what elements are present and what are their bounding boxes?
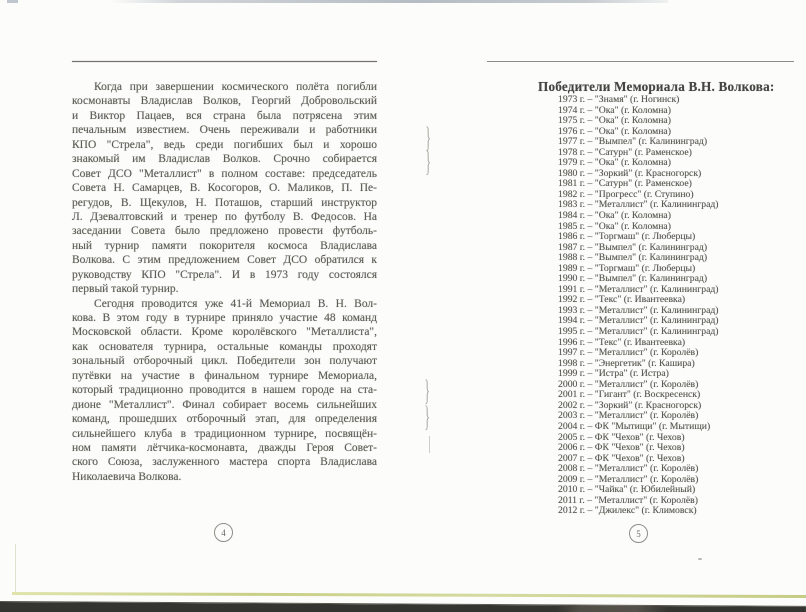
winner-entry: 1978 г. – "Сатурн" (г. Раменское)	[558, 146, 692, 158]
gutter-hairline	[429, 436, 430, 453]
text-line: путёвки на участие в финальном турнире Мемориала,	[72, 369, 377, 382]
scan-speck-top-left	[7, 0, 18, 3]
winner-entry: 1980 г. – "Зоркий" (г. Красногорск)	[558, 167, 702, 179]
winner-entry: 2012 г. – "Джилекс" (г. Климовск)	[558, 505, 697, 517]
text-line: ского Союза, заслуженного мастера спорта Владислава	[72, 456, 377, 469]
text-line: Московской области. Кроме королёвского "Металлиста",	[72, 326, 377, 339]
text-line: знакомый им Владислав Волков. Срочно собирается	[72, 153, 377, 166]
header-rule-left	[72, 61, 377, 62]
winner-entry: 1984 г. – "Ока" (г. Коломна)	[558, 210, 671, 222]
text-line: печальным известием. Очень переживали и работники	[72, 124, 377, 137]
winner-entry: 2002 г. – "Зоркий" (г. Красногорск)	[558, 399, 702, 411]
winner-entry: 1979 г. – "Ока" (г. Коломна)	[558, 157, 671, 169]
winner-entry: 1976 г. – "Ока" (г. Коломна)	[558, 125, 671, 137]
text-line: заседании Совета было предложено провести футболь-	[72, 225, 377, 238]
text-line: руководству КПО "Стрела". И в 1973 году состоялся	[72, 268, 377, 281]
page-number-badge-right	[629, 524, 648, 543]
winner-entry: 1999 г. – "Истра" (г. Истра)	[558, 368, 669, 380]
winner-entry: 1977 г. – "Вымпел" (г. Калининград)	[558, 136, 708, 148]
winner-entry: 1975 г. – "Ока" (г. Коломна)	[558, 115, 671, 127]
winners-title: Победители Мемориала В.Н. Волкова:	[538, 79, 775, 94]
winner-entry: 1998 г. – "Энергетик" (г. Кашира)	[558, 357, 695, 369]
text-line: зональный отборочный цикл. Победители зон получают	[72, 355, 377, 368]
text-line: Сегодня проводится уже 41-й Мемориал В. Н. Вол-	[94, 297, 377, 310]
winner-entry: 1988 г. – "Вымпел" (г. Калининград)	[558, 252, 708, 264]
scan-edge-line-green	[12, 592, 806, 598]
gutter-crease-mark: }	[425, 121, 432, 154]
text-line: который традиционно проводится в нашем городе на ста-	[72, 384, 377, 397]
scan-speck-dot	[698, 558, 702, 560]
winner-entry: 1986 г. – "Торгмаш" (г. Люберцы)	[558, 231, 696, 243]
winner-entry: 1974 г. – "Ока" (г. Коломна)	[558, 104, 671, 116]
winner-entry: 1981 г. – "Сатурн" (г. Раменское)	[558, 178, 692, 190]
left-page-body-text	[72, 80, 377, 484]
winner-entry: 2004 г. – ФК "Мытищи" (г. Мытищи)	[558, 420, 711, 432]
winner-entry: 1991 г. – "Металлист" (г. Калининград)	[558, 283, 719, 295]
winner-entry: 1997 г. – "Металлист" (г. Королёв)	[558, 347, 699, 359]
winner-entry: 2011 г. – "Металлист" (г. Королёв)	[558, 494, 698, 506]
winner-entry: 2000 г. – "Металлист" (г. Королёв)	[558, 378, 699, 390]
text-line: ный турнир памяти покорителя космоса Владислава	[72, 239, 377, 252]
gutter-crease-mark: }	[424, 400, 431, 433]
text-line: команд, прошедших отборочный этап, для определения	[72, 413, 377, 426]
text-line: сильнейшего клуба в традиционном турнире, посвящён-	[72, 427, 377, 440]
winner-entry: 1982 г. – "Прогресс" (г. Ступино)	[558, 188, 694, 200]
paragraph	[72, 80, 377, 297]
text-line: космонавты Владислав Волков, Георгий Добровольский	[72, 95, 377, 108]
text-line: кова. В этом году в турнире приняло участие 48 команд	[72, 312, 377, 324]
page-number-left: 4	[221, 527, 226, 538]
winners-list	[558, 95, 719, 517]
winner-entry: 1989 г. – "Торгмаш" (г. Люберцы)	[558, 262, 696, 274]
text-line: Совет ДСО "Металлист" в полном составе: председатель	[72, 167, 377, 180]
winner-entry: 1990 г. – "Вымпел" (г. Калининград)	[558, 273, 708, 285]
winner-entry: 1983 г. – "Металлист" (г. Калининград)	[558, 199, 719, 211]
winner-entry: 2010 г. – "Чайка" (г. Юбилейный)	[558, 484, 696, 496]
scan-edge-band-bottom	[0, 601, 806, 612]
winner-entry: 1996 г. – "Текс" (г. Ивантеевка)	[558, 336, 686, 348]
gutter-crease-mark: }	[424, 374, 431, 407]
winner-entry: 2007 г. – ФК "Чехов" (г. Чехов)	[558, 452, 685, 464]
winner-entry: 2008 г. – "Металлист" (г. Королёв)	[558, 463, 699, 475]
text-line: дионе "Металлист". Финал собирает восемь сильнейших	[72, 398, 377, 411]
scan-edge-band-top	[110, 0, 668, 3]
text-line: ном памяти лётчика-космонавта, дважды Героя Совет-	[72, 441, 377, 454]
text-line: КПО "Стрела", ведь среди погибших был и хорошо	[72, 138, 377, 151]
winner-entry: 1993 г. – "Металлист" (г. Калининград)	[558, 304, 719, 316]
text-line: Л. Дзевалтовский и тренер по футболу В. Федосов. На	[72, 210, 377, 223]
winner-entry: 2009 г. – "Металлист" (г. Королёв)	[558, 473, 699, 485]
text-line: Николаевича Волкова.	[72, 470, 182, 483]
text-line: первый такой турнир.	[72, 283, 179, 296]
winner-entry: 2003 г. – "Металлист" (г. Королёв)	[558, 410, 699, 422]
gutter-crease-mark: }	[425, 145, 432, 178]
winner-entry: 1973 г. – "Знамя" (г. Ногинск)	[558, 94, 680, 105]
scan-edge-line-left	[15, 544, 16, 593]
page-number-right: 5	[636, 528, 641, 539]
winner-entry: 2001 г. – "Гигант" (г. Воскресенск)	[558, 389, 701, 401]
winner-entry: 1992 г. – "Текс" (г. Ивантеевка)	[558, 294, 686, 306]
winner-entry: 1994 г. – "Металлист" (г. Калининград)	[558, 315, 719, 327]
winner-entry: 2006 г. – ФК "Чехов" (г. Чехов)	[558, 442, 685, 454]
text-line: как основателя турнира, остальные команды проходят	[72, 340, 377, 353]
header-rule-right	[487, 61, 794, 62]
text-line: Когда при завершении космического полёта погибли	[94, 81, 377, 93]
text-line: регудов, В. Щекулов, Н. Поташов, старший инструктор	[72, 196, 377, 209]
text-line: Волкова. С этим предложением Совет ДСО обратился к	[72, 254, 377, 267]
winner-entry: 1987 г. – "Вымпел" (г. Калининград)	[558, 241, 708, 253]
winner-entry: 1985 г. – "Ока" (г. Коломна)	[558, 220, 671, 232]
winner-entry: 1995 г. – "Металлист" (г. Калининград)	[558, 326, 719, 338]
text-line: и Виктор Пацаев, вся страна была потрясена этим	[72, 109, 377, 122]
text-line: Совета Н. Самарцев, В. Косогоров, О. Маликов, П. Пе-	[72, 182, 377, 195]
winner-entry: 2005 г. – ФК "Чехов" (г. Чехов)	[558, 431, 685, 443]
paragraph	[72, 297, 377, 485]
page-number-badge-left	[214, 523, 233, 542]
